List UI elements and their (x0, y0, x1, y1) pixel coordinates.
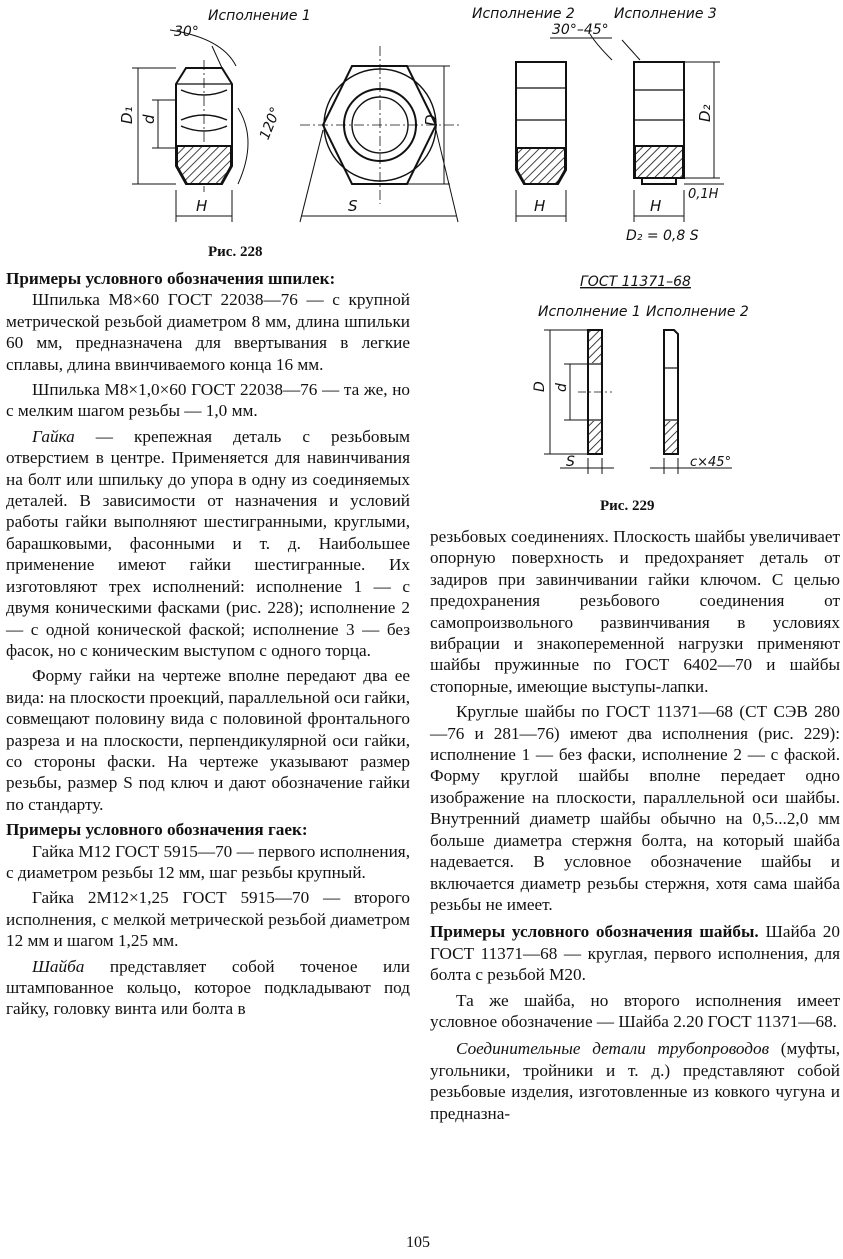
nut-ex2-section-hatch (517, 148, 565, 184)
heading-washer-examples: Примеры условного обозначения шайбы. (430, 922, 759, 942)
paragraph-washer-example-2: Та же шайба, но второго исполнения имеет условное обозначение — Шайба 2.20 ГОСТ 11371—68. (430, 990, 840, 1031)
nut-ex1-section-hatch (177, 146, 231, 184)
fig228-label-ex1: Исполнение 1 (208, 8, 311, 24)
fig228-dim-H-ex3: H (650, 197, 662, 215)
fig229-dim-S: S (566, 454, 575, 470)
fig228-angle-30: 30° (174, 24, 199, 40)
figure-229 (500, 268, 760, 488)
fig228-dim-H-ex1: H (196, 197, 208, 215)
term-pipe-fittings: Соединительные детали трубопроводов (456, 1039, 770, 1059)
fig229-dim-D: D (532, 381, 548, 392)
term-nut: Гайка (32, 426, 75, 446)
washer-ex2-hatch (665, 421, 677, 453)
paragraph-round-washers: Круглые шайбы по ГОСТ 11371—68 (СТ СЭВ 280—76 и 281—76) имеют два исполнения (рис. 229): исполнение 1 — без фаски, исполнение 2 — с фаской. Форму круглой шайбы вполне передает одно изображение на плоскости, параллельной оси шайбы. Внутренний диаметр шайбы обычно на 0,5...2,0 мм больше диаметра стержня болта, на который шайба надевается. В условное обозначение шайбы и включается диаметр резьбы стержня, хотя сама шайба резьбы не имеет. (430, 702, 840, 914)
paragraph-nut-drawing: Форму гайки на чертеже вполне передают два ее вида: на плоскости проекций, параллельной оси гайки, совмещают половину вида с половиной фронтального разреза и на плоскости, перпендикулярной оси гайки, со стороны фаски. На чертеже указывают размер резьбы, размер S под ключ и дают обозначение гайки по стандарту. (6, 666, 410, 814)
fig229-dim-d: d (554, 383, 570, 392)
heading-nut-examples: Примеры условного обозначения гаек: (6, 820, 308, 840)
fig228-dim-S: S (348, 197, 358, 215)
right-column (430, 526, 840, 1124)
heading-stud-examples: Примеры условного обозначения шпилек: (6, 269, 336, 288)
fig228-dim-D2: D₂ (696, 104, 714, 122)
paragraph-nut-definition: Гайка — крепежная деталь с резьбовым отверстием в центре. Применяется для навинчивания на болт или шпильку до упора в одну из соединяемых деталей. В зависимости от назначения и условий работы гайки выполняют шестигранными, круглыми, барашковыми, фасонными и т. д. Наибольшее применение имеют гайки шестигранные. Их изготовляют трех исполнений: исполнение 1 — с двумя коническими фасками (рис. 228); исполнение 2 — с одной конической фаской; исполнение 3 — без фасок, но с коническим выступом с одного торца. (6, 426, 410, 660)
fig229-standard: ГОСТ 11371–68 (580, 274, 691, 290)
fig228-label-ex2: Исполнение 2 (472, 6, 575, 22)
paragraph-stud-2: Шпилька М8×1,0×60 ГОСТ 22038—76 — та же, но с мелким шагом резьбы — 1,0 мм. (6, 380, 410, 421)
fig228-label-ex3: Исполнение 3 (614, 6, 717, 22)
washer-ex1-hatch-top (589, 331, 601, 363)
paragraph-nut-2: Гайка 2М12×1,25 ГОСТ 5915—70 — второго исполнения, с мелкой метрической резьбой диаметром 12 мм и шагом 1,25 мм. (6, 888, 410, 951)
left-column (6, 268, 410, 1020)
paragraph-pipe-fittings: Соединительные детали трубопроводов (муфты, угольники, тройники и т. д.) представляют собой резьбовые изделия, изготовленные из ковкого чугуна и предназна- (430, 1039, 840, 1123)
washer-ex1-hatch-bottom (589, 421, 601, 453)
fig228-dim-01H: 0,1H (688, 187, 719, 202)
paragraph-washer-definition: Шайба представляет собой точеное или штампованное кольцо, которое подкладывают под гайку, головку винта или болта в (6, 956, 410, 1019)
fig228-caption: Рис. 228 (208, 244, 263, 260)
fig229-caption: Рис. 229 (600, 498, 655, 514)
paragraph-stud-1: Шпилька М8×60 ГОСТ 22038—76 — с крупной метрической резьбой диаметром 8 мм, длина шпильки 60 мм, предназначена для ввертывания в легкие сплавы, длина ввинчиваемого конца 16 мм. (6, 290, 410, 374)
fig229-label-ex2: Исполнение 2 (646, 304, 749, 320)
fig228-dim-H-ex2: H (534, 197, 546, 215)
paragraph-washer-continued: резьбовых соединениях. Плоскость шайбы увеличивает опорную поверхность и предохраняет деталь от задиров при завинчивании гайки ключом. С целью предохранения резьбового соединения от самопроизвольного развинчивания в условиях вибрации и знакопеременной нагрузки применяют шайбы пружинные по ГОСТ 6402—70 и шайбы стопорные, имеющие выступы-лапки. (430, 527, 840, 696)
figure-228 (0, 0, 843, 270)
term-washer: Шайба (32, 956, 85, 976)
nut-ex3-section-hatch (635, 146, 683, 178)
fig228-dim-d: d (140, 114, 158, 124)
fig228-dim-D: D (422, 114, 440, 126)
page-number: 105 (406, 1234, 430, 1251)
fig228-angle-120: 120° (256, 104, 285, 143)
fig229-dim-c45: c×45° (690, 455, 732, 470)
paragraph-washer-example: Примеры условного обозначения шайбы. Шайба 20 ГОСТ 11371—68 — круглая, первого исполнения, для болта с резьбой М20. (430, 922, 840, 985)
paragraph-nut-1: Гайка М12 ГОСТ 5915—70 — первого исполнения, с диаметром резьбы 12 мм, шаг резьбы крупный. (6, 841, 410, 882)
fig229-label-ex1: Исполнение 1 (538, 304, 641, 320)
fig228-angle-30-45: 30°–45° (552, 22, 609, 38)
fig228-dim-D1: D₁ (118, 106, 136, 124)
fig228-formula-D2: D₂ = 0,8 S (626, 228, 699, 244)
